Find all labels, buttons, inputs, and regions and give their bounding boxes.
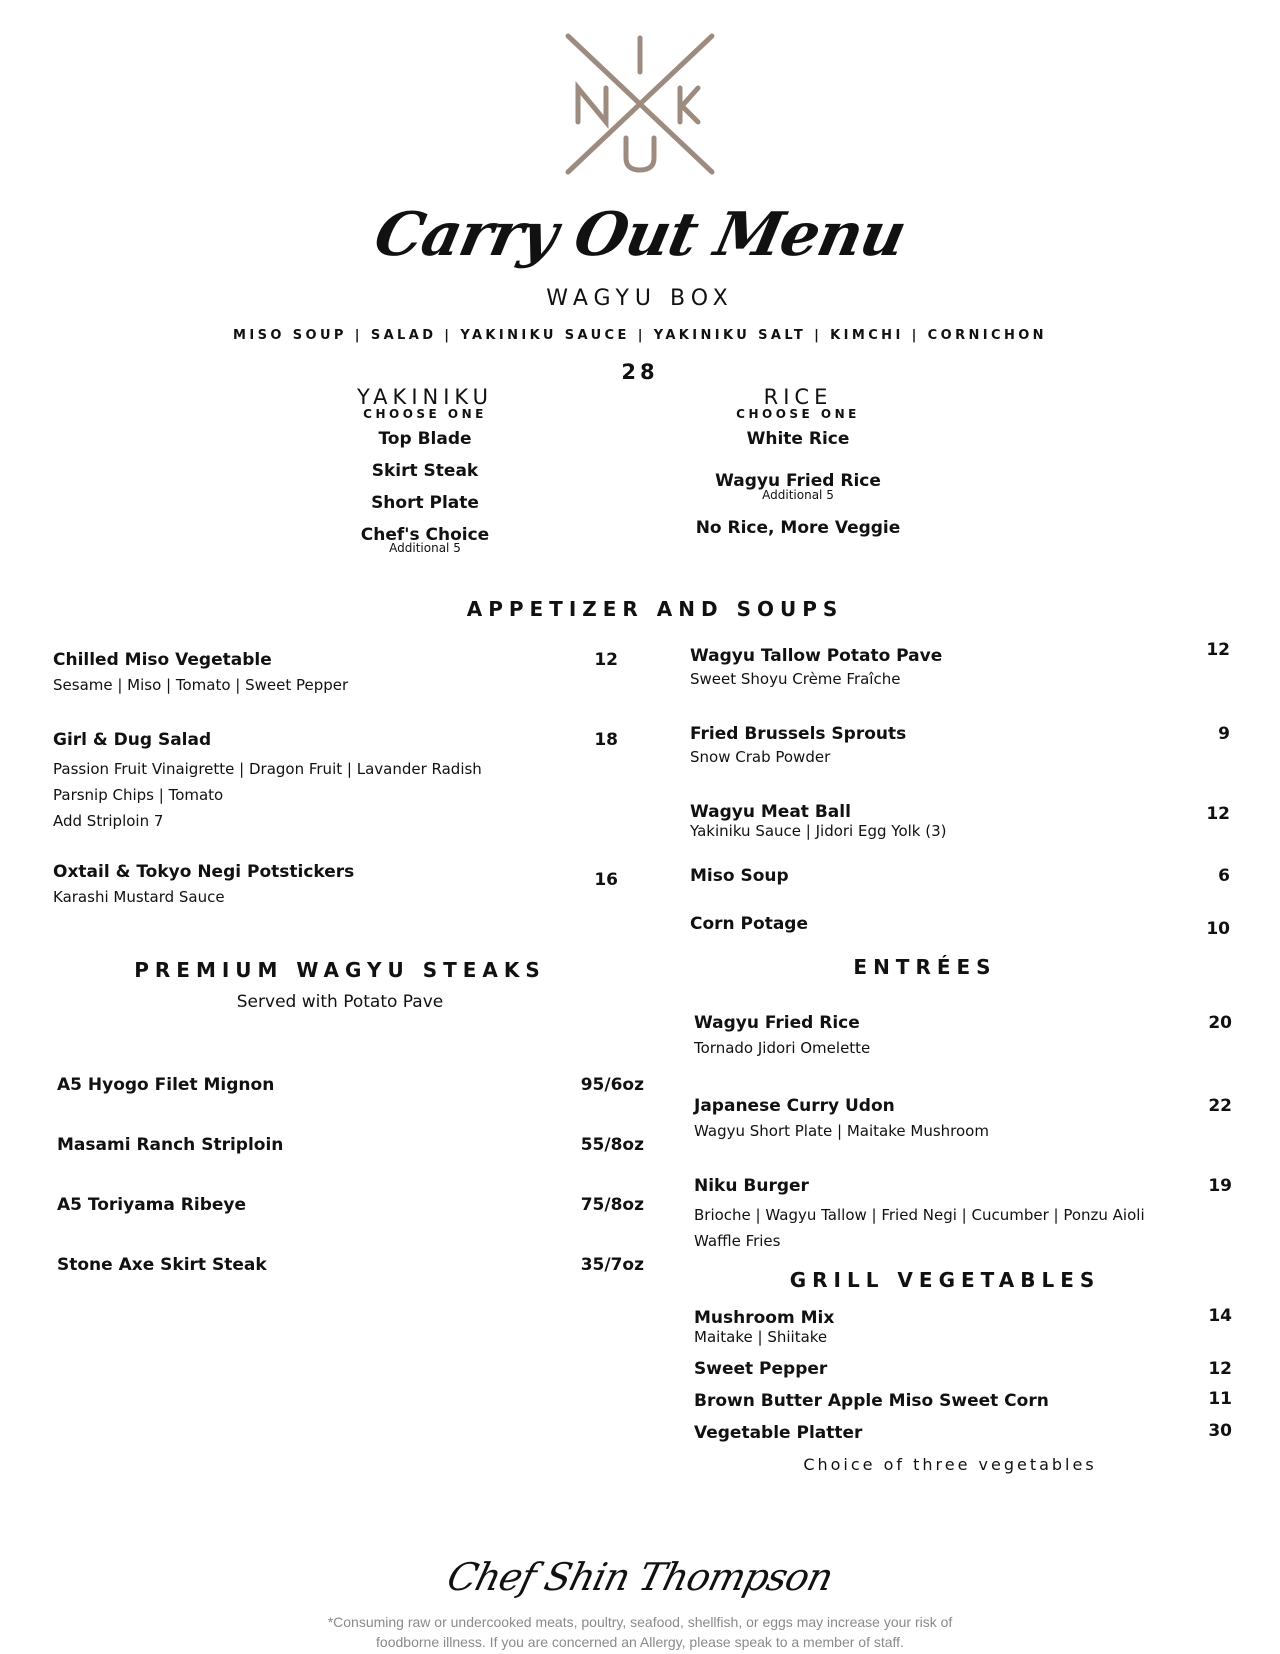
yakiniku-option-note: Additional 5 <box>389 541 461 555</box>
food-safety-disclaimer <box>0 1612 1280 1652</box>
item-name: Stone Axe Skirt Steak <box>57 1255 267 1275</box>
item-name: Girl & Dug Salad <box>53 730 212 750</box>
appetizer-item <box>53 730 618 834</box>
item-price: 18 <box>594 730 618 750</box>
entree-item <box>694 1096 1232 1140</box>
appetizer-item <box>690 914 1230 939</box>
item-price: 22 <box>1208 1096 1232 1116</box>
appetizer-item <box>690 802 1230 840</box>
yakiniku-option: Skirt Steak <box>371 461 479 481</box>
item-name: Chilled Miso Vegetable <box>53 650 272 670</box>
logo-cross-icon <box>560 30 720 180</box>
yakiniku-option: Short Plate <box>371 493 479 513</box>
item-description: Add Striploin 7 <box>53 812 164 830</box>
vegetable-item <box>694 1359 1232 1379</box>
item-description: Parsnip Chips | Tomato <box>53 786 224 804</box>
item-description: Sweet Shoyu Crème Fraîche <box>690 670 901 688</box>
yakiniku-option: Chef's Choice <box>360 525 490 545</box>
item-description: Yakiniku Sauce | Jidori Egg Yolk (3) <box>690 822 947 840</box>
yakiniku-option: Top Blade <box>378 429 472 449</box>
item-name: Wagyu Fried Rice <box>694 1013 860 1033</box>
item-price: 12 <box>594 650 618 670</box>
item-price: 12 <box>1206 804 1230 824</box>
item-name: Wagyu Tallow Potato Pave <box>690 646 943 666</box>
yakiniku-choices <box>295 385 555 555</box>
steaks-subtitle: Served with Potato Pave <box>236 992 444 1012</box>
steak-item <box>57 1195 644 1215</box>
disclaimer-line: foodborne illness. If you are concerned an Allergy, please speak to a member of staff. <box>376 1634 904 1650</box>
item-name: Mushroom Mix <box>694 1308 835 1328</box>
item-price: 6 <box>1218 866 1230 886</box>
item-name: Niku Burger <box>694 1176 809 1196</box>
item-name: Vegetable Platter <box>694 1423 863 1443</box>
appetizer-item <box>690 724 1230 766</box>
item-name: Sweet Pepper <box>694 1359 828 1379</box>
item-name: Oxtail & Tokyo Negi Potstickers <box>53 862 355 882</box>
rice-option: No Rice, More Veggie <box>695 518 901 538</box>
vegetable-platter-note: Choice of three vegetables <box>803 1455 1097 1474</box>
chef-signature: Chef Shin Thompson <box>442 1555 838 1599</box>
yakiniku-heading: YAKINIKU <box>356 385 493 409</box>
item-description: Passion Fruit Vinaigrette | Dragon Fruit | Lavander Radish <box>53 760 482 778</box>
disclaimer-line: *Consuming raw or undercooked meats, poultry, seafood, shellfish, or eggs may increase your risk of <box>327 1614 953 1630</box>
steaks-heading: PREMIUM WAGYU STEAKS <box>134 958 546 982</box>
item-name: Japanese Curry Udon <box>694 1096 895 1116</box>
steak-item <box>57 1075 644 1095</box>
entrees-heading: ENTRÉES <box>853 955 997 979</box>
item-price: 14 <box>1208 1306 1232 1326</box>
appetizers-heading: APPETIZER AND SOUPS <box>466 597 844 621</box>
item-price: 12 <box>1208 1359 1232 1379</box>
vegetable-item <box>694 1423 1232 1443</box>
appetizer-item <box>53 862 618 906</box>
entree-item <box>694 1176 1232 1254</box>
appetizer-item <box>690 866 1230 886</box>
item-price: 16 <box>594 870 618 890</box>
item-price: 30 <box>1208 1421 1232 1441</box>
rice-option-note: Additional 5 <box>762 488 834 502</box>
item-description: Sesame | Miso | Tomato | Sweet Pepper <box>53 676 349 694</box>
rice-heading: RICE <box>763 385 833 409</box>
rice-choices <box>668 385 928 538</box>
item-price: 20 <box>1208 1013 1232 1033</box>
item-name: Corn Potage <box>690 914 808 934</box>
item-description: Brioche | Wagyu Tallow | Fried Negi | Cucumber | Ponzu Aioli <box>694 1206 1145 1224</box>
wagyu-box-heading: WAGYU BOX <box>546 286 734 311</box>
menu-title: Carry Out Menu <box>368 200 912 270</box>
item-price: 19 <box>1208 1176 1232 1196</box>
rice-option: Wagyu Fried Rice <box>715 471 881 491</box>
appetizer-item <box>690 640 1230 688</box>
vegetable-item <box>694 1308 1232 1346</box>
item-name: Fried Brussels Sprouts <box>690 724 907 744</box>
niku-logo <box>560 30 720 180</box>
item-price: 35/7oz <box>580 1255 644 1275</box>
item-name: Masami Ranch Striploin <box>57 1135 284 1155</box>
item-price: 12 <box>1206 640 1230 660</box>
item-price: 55/8oz <box>580 1135 644 1155</box>
item-description: Tornado Jidori Omelette <box>694 1039 871 1057</box>
item-name: Miso Soup <box>690 866 789 886</box>
item-description: Wagyu Short Plate | Maitake Mushroom <box>694 1122 989 1140</box>
vegetable-item <box>694 1391 1232 1411</box>
item-price: 10 <box>1206 919 1230 939</box>
entree-item <box>694 1013 1232 1057</box>
appetizer-item <box>53 650 618 694</box>
steak-item <box>57 1135 644 1155</box>
item-price: 75/8oz <box>580 1195 644 1215</box>
item-name: A5 Toriyama Ribeye <box>57 1195 247 1215</box>
item-name: Wagyu Meat Ball <box>690 802 851 822</box>
item-price: 95/6oz <box>580 1075 644 1095</box>
item-description: Karashi Mustard Sauce <box>53 888 225 906</box>
item-description: Snow Crab Powder <box>690 748 831 766</box>
item-description: Waffle Fries <box>694 1232 781 1250</box>
yakiniku-subheading: CHOOSE ONE <box>363 407 487 421</box>
wagyu-box-price: 28 <box>621 360 659 384</box>
rice-subheading: CHOOSE ONE <box>736 407 860 421</box>
item-price: 9 <box>1218 724 1230 744</box>
steak-item <box>57 1255 644 1275</box>
item-name: A5 Hyogo Filet Mignon <box>57 1075 275 1095</box>
grill-vegetables-heading: GRILL VEGETABLES <box>789 1268 1101 1292</box>
item-description: Maitake | Shiitake <box>694 1328 828 1346</box>
rice-option: White Rice <box>746 429 850 449</box>
item-name: Brown Butter Apple Miso Sweet Corn <box>694 1391 1049 1411</box>
item-price: 11 <box>1208 1389 1232 1409</box>
wagyu-box-includes: MISO SOUP | SALAD | YAKINIKU SAUCE | YAKINIKU SALT | KIMCHI | CORNICHON <box>233 328 1047 343</box>
